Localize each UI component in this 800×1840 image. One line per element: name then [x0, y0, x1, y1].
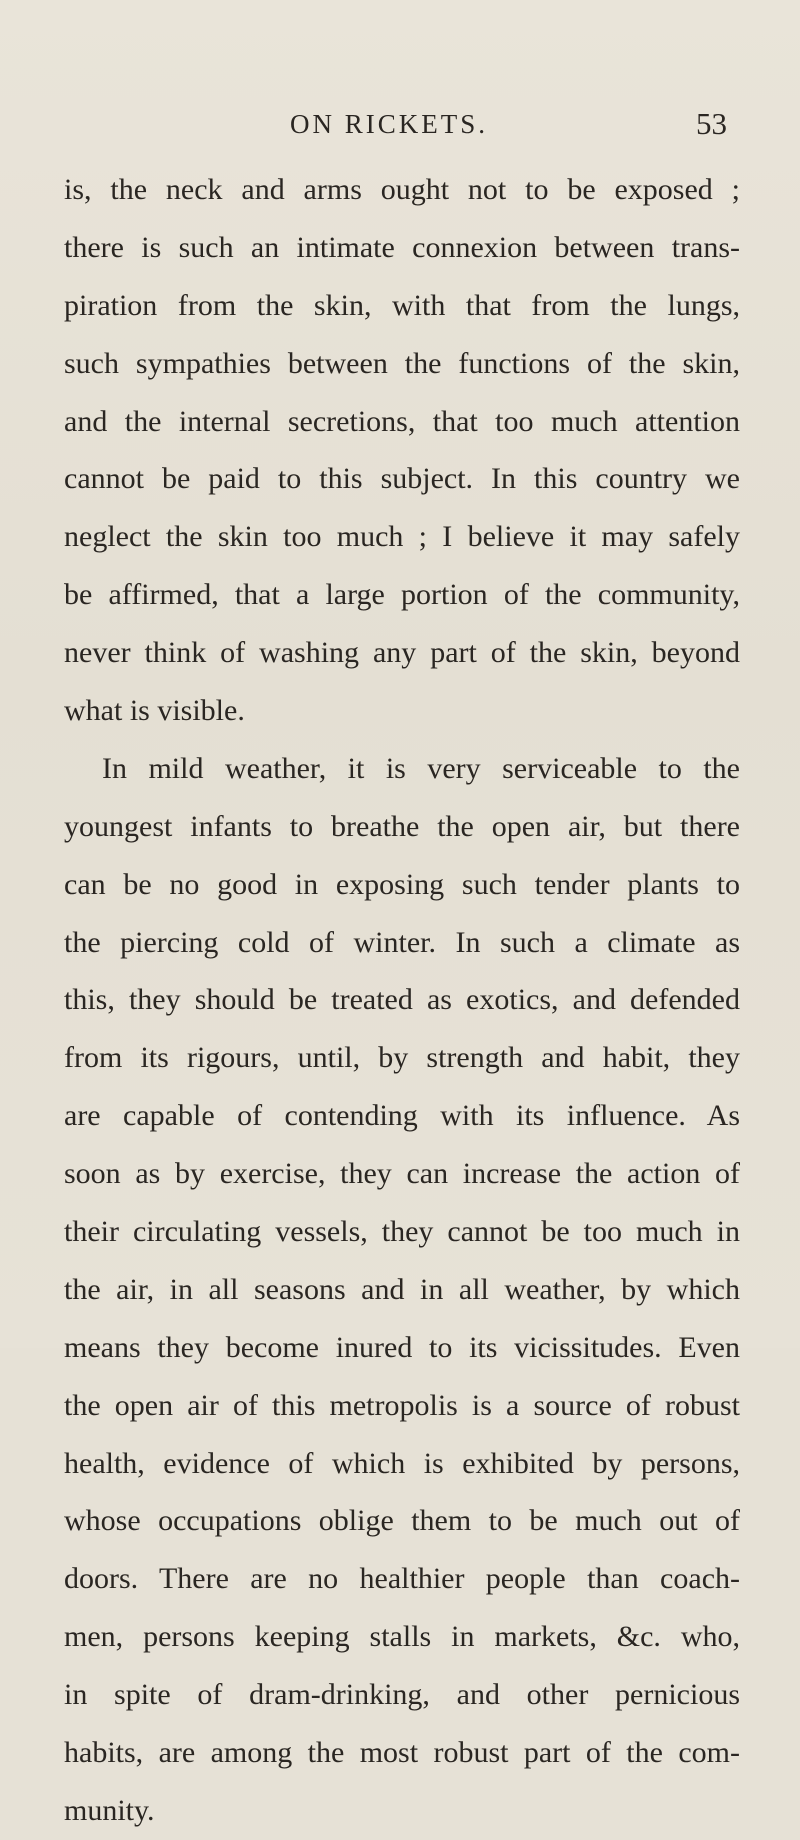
- text-line: piration from the skin, with that from the lungs,: [64, 288, 740, 322]
- text-line: and the internal secretions, that too much attention: [64, 404, 740, 438]
- body-text: [64, 161, 740, 1840]
- page-number: 53: [696, 106, 727, 141]
- text-line: their circulating vessels, they cannot be too much in: [64, 1215, 740, 1249]
- text-line: are capable of contending with its influence. As: [64, 1099, 740, 1133]
- text-line: whose occupations oblige them to be much out of: [64, 1504, 740, 1538]
- text-line: means they become inured to its vicissitudes. Even: [64, 1330, 740, 1364]
- text-line: men, persons keeping stalls in markets, &c. who,: [64, 1620, 740, 1654]
- text-line: there is such an intimate connexion between trans-: [64, 230, 740, 264]
- text-line: what is visible.: [64, 694, 245, 728]
- paragraph: [64, 161, 740, 740]
- running-title: ON RICKETS.: [290, 109, 489, 139]
- text-line: habits, are among the most robust part of the com-: [64, 1736, 740, 1770]
- text-line: from its rigours, until, by strength and habit, they: [64, 1041, 740, 1075]
- text-line: cannot be paid to this subject. In this country we: [64, 462, 740, 496]
- text-line: in spite of dram-drinking, and other pernicious: [64, 1678, 740, 1712]
- text-line: doors. There are no healthier people than coach-: [64, 1562, 740, 1596]
- text-line: the open air of this metropolis is a source of robust: [64, 1388, 740, 1422]
- paragraph: [64, 740, 740, 1840]
- running-head: [0, 104, 800, 144]
- text-line: this, they should be treated as exotics, and defended: [64, 983, 740, 1017]
- text-line: In mild weather, it is very serviceable to the: [102, 751, 740, 785]
- text-line: never think of washing any part of the skin, beyond: [64, 636, 740, 670]
- text-line: be affirmed, that a large portion of the community,: [64, 578, 740, 612]
- text-line: neglect the skin too much ; I believe it may safely: [64, 520, 740, 554]
- text-line: can be no good in exposing such tender plants to: [64, 867, 740, 901]
- text-line: youngest infants to breathe the open air, but there: [64, 809, 740, 843]
- text-line: health, evidence of which is exhibited by persons,: [64, 1446, 740, 1480]
- text-line: munity.: [64, 1793, 155, 1827]
- text-line: soon as by exercise, they can increase the action of: [64, 1157, 740, 1191]
- text-line: the piercing cold of winter. In such a climate as: [64, 925, 740, 959]
- text-line: the air, in all seasons and in all weather, by which: [64, 1272, 740, 1306]
- text-line: is, the neck and arms ought not to be exposed ;: [64, 173, 740, 206]
- text-line: such sympathies between the functions of the skin,: [64, 346, 740, 380]
